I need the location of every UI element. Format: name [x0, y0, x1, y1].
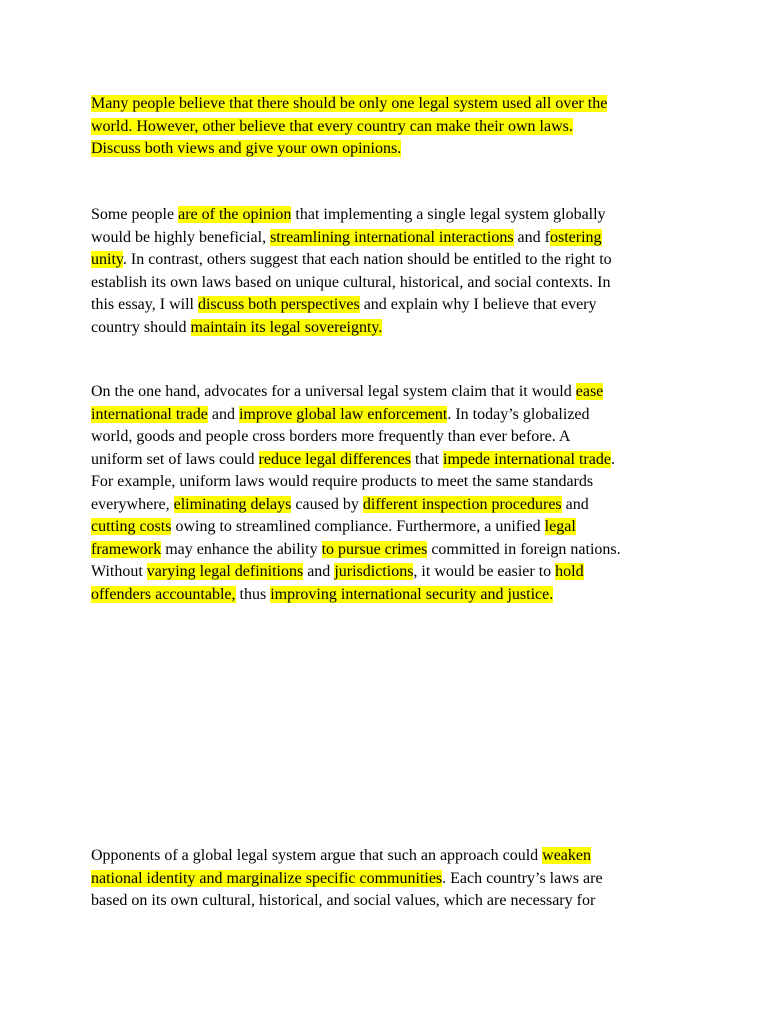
highlighted-phrase: weaken: [542, 847, 591, 864]
text-run: would be highly beneficial,: [91, 228, 271, 246]
text-run: committed in foreign nations.: [427, 540, 621, 558]
text-line: [91, 449, 681, 472]
highlighted-phrase: streamlining international interactions: [270, 228, 514, 246]
text-line: [91, 204, 681, 227]
highlighted-phrase: Discuss both views and give your own opinions.: [91, 140, 402, 157]
highlighted-phrase: impede international trade: [443, 450, 611, 468]
text-run: thus: [235, 585, 271, 603]
text-run: . In contrast, others suggest that each nation should be entitled to the right to: [122, 251, 612, 268]
text-run: .: [610, 450, 615, 468]
highlighted-phrase: ostering: [549, 228, 602, 246]
highlighted-phrase: hold: [555, 563, 584, 580]
highlighted-phrase: different inspection procedures: [362, 495, 562, 513]
text-run: and explain why I believe that every: [359, 296, 597, 313]
introduction-paragraph: [91, 204, 681, 339]
highlighted-phrase: offenders accountable,: [91, 585, 236, 603]
text-line: [91, 272, 681, 295]
text-run: . Each country’s laws are: [442, 869, 603, 887]
highlighted-phrase: improve global law enforcement: [238, 405, 448, 423]
text-run: Without: [91, 563, 147, 580]
highlighted-phrase: eliminating delays: [173, 495, 292, 513]
text-run: establish its own laws based on unique cultural, historical, and social contexts. In: [91, 273, 611, 291]
text-run: caused by: [291, 495, 363, 513]
highlighted-phrase: framework: [91, 540, 162, 558]
text-line: [91, 116, 681, 139]
text-line: [91, 404, 681, 427]
text-line: [91, 426, 681, 449]
highlighted-phrase: ease: [575, 383, 604, 400]
text-run: and f: [513, 228, 550, 246]
text-line: [91, 471, 681, 494]
highlighted-phrase: national identity and marginalize specific communities: [91, 869, 443, 887]
text-run: Opponents of a global legal system argue that such an approach could: [91, 847, 543, 864]
highlighted-phrase: varying legal definitions: [146, 563, 304, 580]
highlighted-phrase: legal: [544, 518, 576, 535]
text-line: [91, 516, 681, 539]
text-run: and: [207, 405, 239, 423]
text-line: [91, 868, 681, 891]
highlighted-phrase: international trade: [91, 405, 208, 423]
text-run: everywhere,: [91, 495, 174, 513]
text-line: [91, 294, 681, 317]
text-run: country should: [91, 318, 191, 336]
highlighted-phrase: cutting costs: [91, 518, 172, 535]
highlighted-phrase: world. However, other believe that every country can make their own laws.: [91, 117, 573, 135]
highlighted-phrase: jurisdictions: [334, 563, 414, 580]
essay-prompt-paragraph: [91, 93, 681, 161]
text-run: based on its own cultural, historical, and social values, which are necessary for: [91, 892, 596, 909]
text-run: this essay, I will: [91, 296, 198, 313]
text-run: For example, uniform laws would require products to meet the same standards: [91, 473, 594, 490]
text-run: uniform set of laws could: [91, 450, 259, 468]
text-line: [91, 381, 681, 404]
text-run: . In today’s globalized: [447, 405, 590, 423]
highlighted-phrase: improving international security and justice.: [270, 585, 554, 603]
text-line: [91, 890, 681, 913]
highlighted-phrase: are of the opinion: [178, 206, 292, 223]
highlighted-phrase: reduce legal differences: [258, 450, 412, 468]
highlighted-phrase: Many people believe that there should be only one legal system used all over the: [91, 95, 608, 112]
text-line: [91, 494, 681, 517]
text-run: and: [303, 563, 335, 580]
highlighted-phrase: unity: [91, 251, 123, 268]
text-run: owing to streamlined compliance. Furthermore, a unified: [171, 518, 545, 535]
text-run: that: [411, 450, 444, 468]
highlighted-phrase: maintain its legal sovereignty.: [190, 318, 383, 336]
text-run: , it would be easier to: [413, 563, 556, 580]
text-run: Some people: [91, 206, 179, 223]
text-run: world, goods and people cross borders more frequently than ever before. A: [91, 428, 571, 445]
body-paragraph-one: [91, 381, 681, 606]
text-run: that implementing a single legal system globally: [291, 206, 606, 223]
text-line: [91, 845, 681, 868]
text-line: [91, 227, 681, 250]
text-line: [91, 584, 681, 607]
text-line: [91, 561, 681, 584]
text-line: [91, 138, 681, 161]
text-run: On the one hand, advocates for a universal legal system claim that it would: [91, 383, 576, 400]
body-paragraph-two: [91, 845, 681, 913]
text-line: [91, 93, 681, 116]
text-run: may enhance the ability: [161, 540, 322, 558]
text-line: [91, 539, 681, 562]
text-line: [91, 317, 681, 340]
text-run: and: [561, 495, 589, 513]
text-line: [91, 249, 681, 272]
highlighted-phrase: discuss both perspectives: [197, 296, 360, 313]
highlighted-phrase: to pursue crimes: [321, 540, 428, 558]
